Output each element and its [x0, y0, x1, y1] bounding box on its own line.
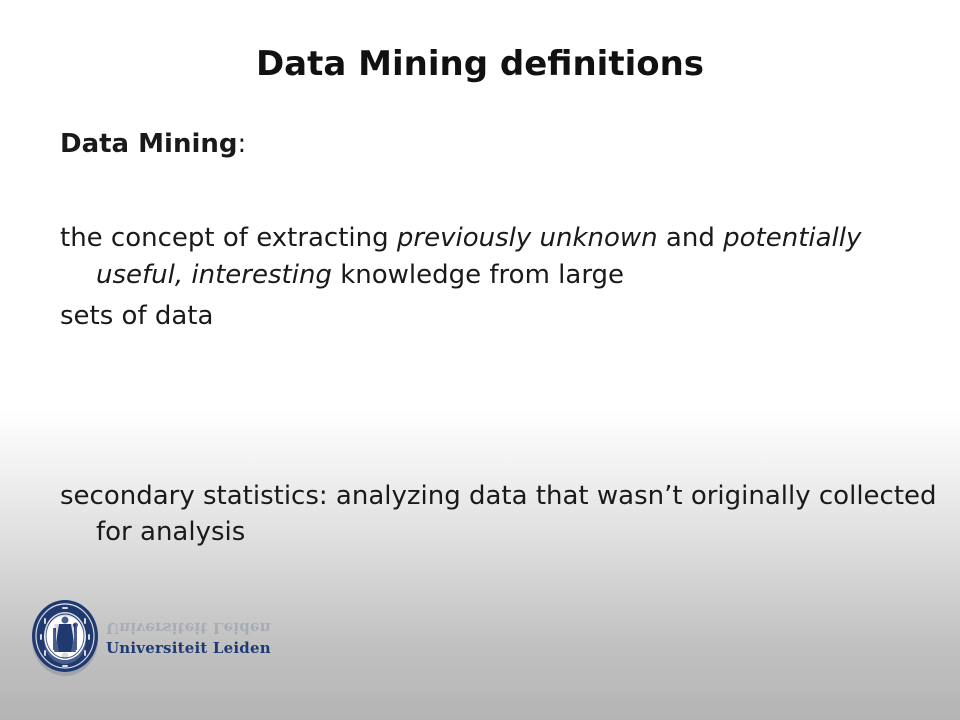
definition-text-1: the concept of extracting [60, 223, 397, 253]
definition-text-4: sets of data [60, 301, 214, 331]
definition-text-2: and [657, 223, 724, 253]
secondary-statistics-paragraph: secondary statistics: analyzing data that wasn’t originally collected for analysis [60, 481, 937, 547]
university-name-reflection: Universiteit Leiden [106, 619, 271, 637]
university-logo-reflection [30, 598, 271, 678]
university-name: Universiteit Leiden [106, 639, 271, 657]
definition-paragraph [60, 220, 956, 335]
term-heading [60, 126, 920, 162]
term-label: Data Mining [60, 129, 238, 159]
university-seal-reflection-icon [30, 602, 100, 678]
slide-title: Data Mining definitions [255, 44, 705, 84]
term-colon: : [237, 129, 247, 159]
definition-emphasis-1: previously unknown [396, 223, 658, 253]
definition-emphasis-2: potentially useful, interesting [96, 223, 862, 290]
definition-text-3: knowledge from large [331, 260, 625, 290]
